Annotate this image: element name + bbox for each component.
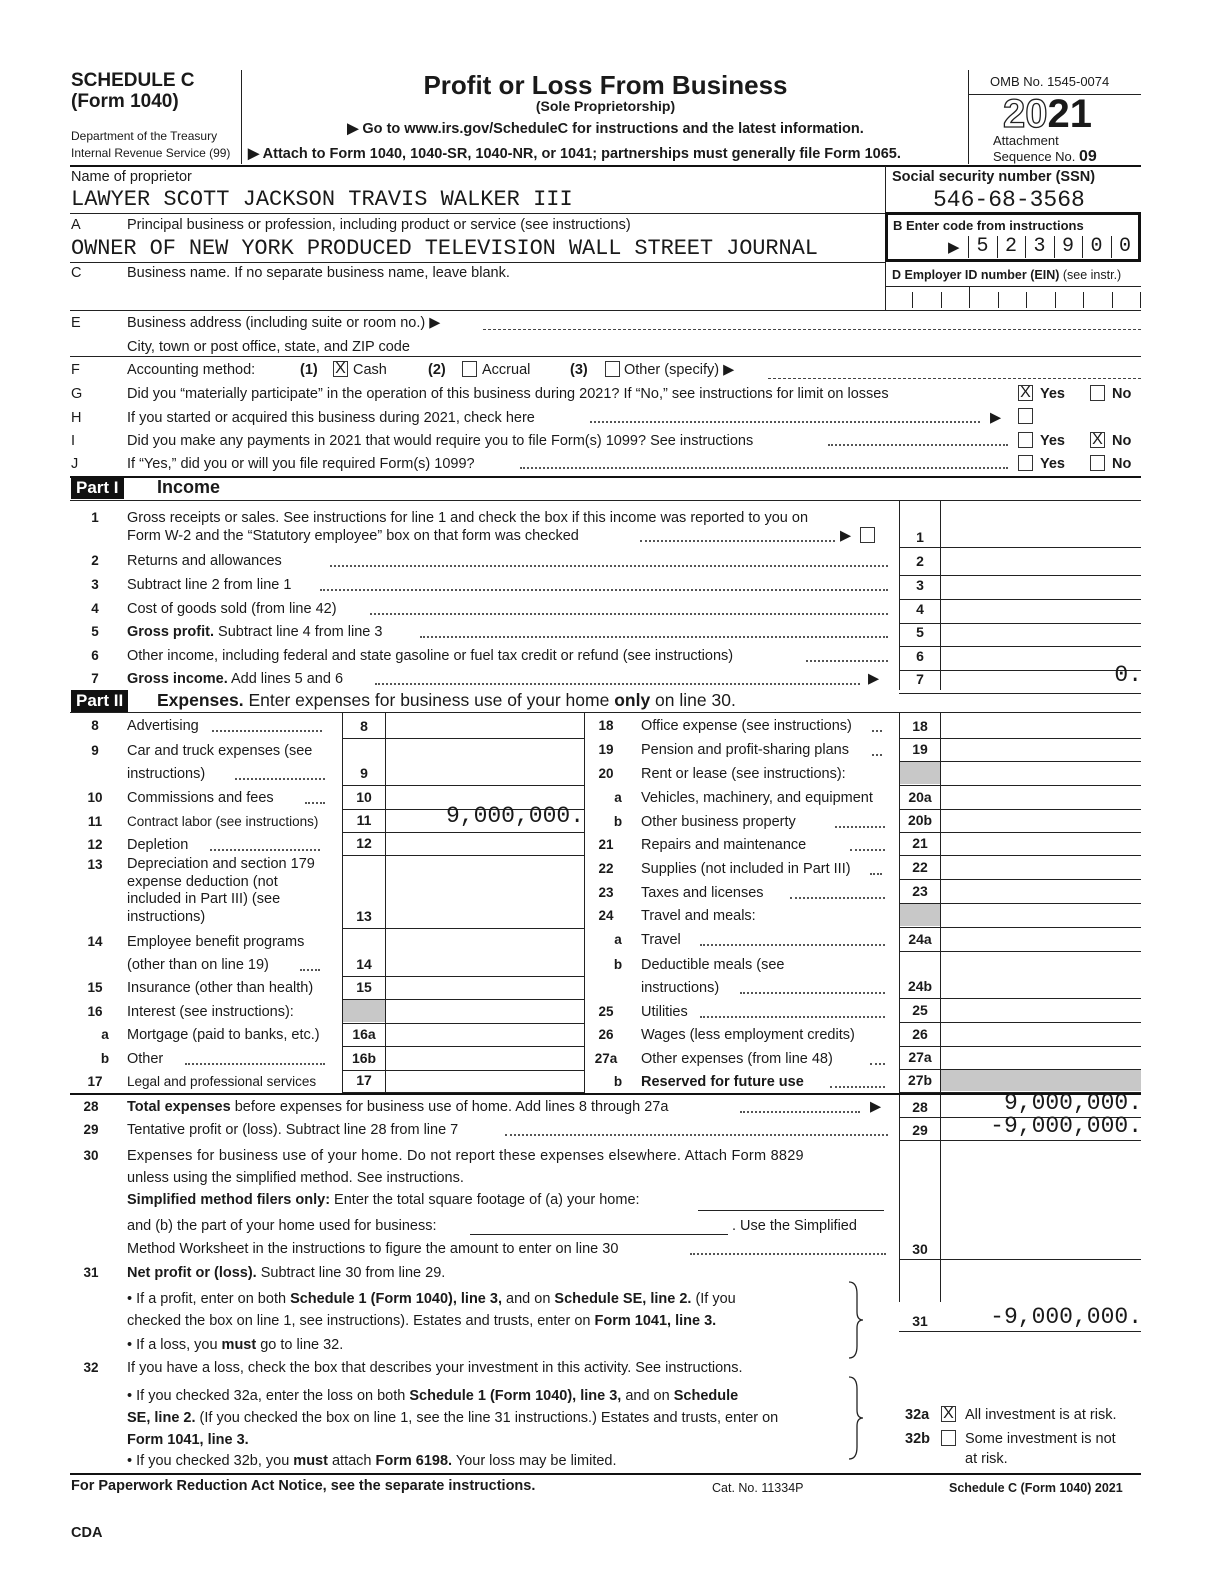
expense-line-text: Office expense (see instructions) (641, 718, 852, 734)
line31-box-label: 31 (912, 1313, 928, 1329)
expense-line-text: Other (127, 1051, 164, 1067)
participate-yes-checkbox[interactable]: X (1018, 385, 1033, 401)
part2-label: Part II (71, 690, 128, 712)
line1-text-cont: Form W-2 and the “Statutory employee” box on that form was checked (127, 528, 579, 544)
expense-box-label: 10 (356, 789, 372, 805)
line-g-letter: G (71, 386, 83, 402)
filed-1099-no-checkbox[interactable] (1090, 455, 1105, 471)
expense-box-label: 18 (912, 718, 928, 734)
expense-box-label: 23 (912, 883, 928, 899)
expense-line-value[interactable]: 9,000,000. (445, 803, 584, 829)
other-method-checkbox[interactable] (605, 361, 620, 377)
business-code-digit: 9 (1054, 236, 1082, 258)
line-g-label: Did you “materially participate” in the operation of this business during 2021? If “No,” see instructions for limit on losses (127, 386, 889, 402)
expense-line-number: b (100, 1051, 110, 1066)
expense-line-number: 8 (91, 718, 99, 733)
catalog-number: Cat. No. 11334P (712, 1481, 804, 1495)
line28-text: Total expenses before expenses for business use of home. Add lines 8 through 27a (127, 1099, 669, 1115)
expense-line-text: Insurance (other than health) (127, 980, 314, 996)
expense-line-text: Contract labor (see instructions) (127, 814, 319, 829)
line32-bullet1-cont: SE, line 2. (If you checked the box on line 1, see the line 31 instructions.) Estates and trusts, enter on (127, 1410, 779, 1426)
line-b-arrow: ▶ (948, 239, 960, 256)
expense-line-text: expense deduction (not (127, 874, 278, 890)
line32b-label: 32b (905, 1431, 930, 1447)
omb-number: OMB No. 1545-0074 (990, 74, 1110, 89)
expense-line-text: Travel (641, 932, 681, 948)
expense-line-number: b (613, 814, 623, 829)
expense-line-text: Interest (see instructions): (127, 1004, 294, 1020)
expense-line-number: 9 (91, 743, 99, 758)
expense-line-number: 24 (598, 908, 614, 923)
paperwork-notice: For Paperwork Reduction Act Notice, see the separate instructions. (71, 1478, 536, 1494)
expense-line-text: Wages (less employment credits) (641, 1027, 855, 1043)
line7-text: Gross income. Add lines 5 and 6 (127, 671, 344, 687)
expense-line-text: Taxes and licenses (641, 885, 764, 901)
line6-box-label: 6 (916, 648, 924, 664)
expense-line-text: Depreciation and section 179 (127, 856, 315, 872)
line-c-label: Business name. If no separate business name, leave blank. (127, 265, 510, 281)
line4-box-label: 4 (916, 601, 924, 617)
line-a-value[interactable]: OWNER OF NEW YORK PRODUCED TELEVISION WALL STREET JOURNAL (71, 236, 818, 261)
expense-line-number: a (614, 932, 622, 947)
other-method-label: Other (specify) ▶ (624, 362, 735, 378)
expense-line-text: Supplies (not included in Part III) (641, 861, 851, 877)
line31-bullet1-cont: checked the box on line 1, see instructions). Estates and trusts, enter on Form 1041, line 3. (127, 1313, 717, 1329)
line4-number: 4 (91, 601, 99, 616)
started-business-checkbox[interactable] (1018, 408, 1033, 424)
line32-brace (845, 1375, 865, 1461)
line2-text: Returns and allowances (127, 553, 282, 569)
line7-value[interactable]: 0. (1114, 662, 1142, 688)
form-reference: Schedule C (Form 1040) 2021 (949, 1481, 1123, 1495)
line5-number: 5 (91, 624, 99, 639)
line-a-letter: A (71, 217, 81, 233)
filed-1099-no-label: No (1112, 456, 1132, 472)
irs-label: Internal Revenue Service (99) (71, 146, 231, 160)
line31-title: Net profit or (loss). Subtract line 30 from line 29. (127, 1265, 446, 1281)
line30-worksheet: Method Worksheet in the instructions to figure the amount to enter on line 30 (127, 1241, 619, 1257)
expense-line-number: 27a (594, 1051, 618, 1066)
expense-box-label: 20b (907, 812, 933, 828)
expense-line-number: 23 (598, 885, 614, 900)
sequence-label: Sequence No. 09 (993, 148, 1097, 165)
expense-box-label: 19 (912, 741, 928, 757)
line2-number: 2 (91, 553, 99, 568)
line-c-letter: C (71, 265, 82, 281)
line-j-label: If “Yes,” did you or will you file required Form(s) 1099? (127, 456, 475, 472)
line-f-label: Accounting method: (127, 362, 256, 378)
business-code-digit: 0 (1082, 236, 1110, 258)
line30-text1: Expenses for business use of your home. Do not report these expenses elsewhere. Attach Form 8829 (127, 1148, 804, 1164)
expense-line-number: 18 (598, 718, 614, 733)
line3-box-label: 3 (916, 577, 924, 593)
expense-line-number: a (614, 790, 622, 805)
line2-box-label: 2 (916, 553, 924, 569)
expense-box-label: 17 (356, 1072, 372, 1088)
line30-simplified: Simplified method filers only: Enter the total square footage of (a) your home: (127, 1192, 640, 1208)
line6-text: Other income, including federal and state gasoline or fuel tax credit or refund (see instructions) (127, 648, 734, 664)
business-code-digit: 0 (1111, 236, 1139, 258)
form1099-no-label: No (1112, 433, 1132, 449)
expense-line-number: 19 (598, 742, 614, 757)
line-j-letter: J (71, 456, 79, 472)
accrual-checkbox[interactable] (462, 361, 477, 377)
expense-box-label: 8 (360, 718, 368, 734)
line29-box-label: 29 (912, 1122, 928, 1138)
expense-line-text: Travel and meals: (641, 908, 756, 924)
line1-text: Gross receipts or sales. See instructions for line 1 and check the box if this income was reported to you on (127, 510, 809, 526)
expense-line-number: a (101, 1027, 109, 1042)
line28-arrow: ▶ (870, 1099, 882, 1115)
line28-box-label: 28 (912, 1099, 928, 1115)
expense-line-text: Employee benefit programs (127, 934, 305, 950)
line7-number: 7 (91, 671, 99, 686)
line5-box-label: 5 (916, 624, 924, 640)
line32a-label: 32a (905, 1407, 930, 1423)
expense-line-text: Car and truck expenses (see (127, 743, 313, 759)
expense-line-number: 26 (598, 1027, 614, 1042)
line-e-label: Business address (including suite or room no.) ▶ (127, 315, 441, 331)
expense-line-number: 12 (87, 837, 103, 852)
treasury-dept: Department of the Treasury (71, 129, 218, 143)
proprietor-name-value[interactable]: LAWYER SCOTT JACKSON TRAVIS WALKER III (71, 187, 573, 212)
expense-box-label: 15 (356, 979, 372, 995)
other-method-field[interactable] (768, 378, 1141, 379)
expense-line-number: 21 (598, 837, 614, 852)
line-a-label: Principal business or profession, including product or service (see instructions) (127, 217, 631, 233)
expense-line-text: Vehicles, machinery, and equipment (641, 790, 873, 806)
participate-no-checkbox[interactable] (1090, 385, 1105, 401)
expense-line-number: b (613, 957, 623, 972)
form1099-yes-label: Yes (1040, 433, 1065, 449)
line30-box-label: 30 (912, 1241, 928, 1257)
expense-box-label: 25 (912, 1002, 928, 1018)
line7-box-label: 7 (916, 671, 924, 687)
expense-line-text: Legal and professional services (127, 1074, 317, 1089)
line32a-text: All investment is at risk. (965, 1407, 1117, 1423)
line30-number: 30 (83, 1148, 99, 1163)
line-h-arrow: ▶ (990, 410, 1002, 426)
line1-box-label: 1 (916, 529, 924, 545)
line29-text: Tentative profit or (loss). Subtract line 28 from line 7 (127, 1122, 459, 1138)
expense-line-text: (other than on line 19) (127, 957, 269, 973)
line28-value[interactable]: 9,000,000. (1003, 1090, 1142, 1116)
line-i-letter: I (71, 433, 76, 449)
ssn-label: Social security number (SSN) (892, 169, 1096, 185)
home-sqft-field[interactable] (698, 1210, 884, 1211)
expense-box-label: 21 (912, 835, 928, 851)
filed-1099-yes-label: Yes (1040, 456, 1065, 472)
business-sqft-field[interactable] (470, 1234, 728, 1235)
line-i-label: Did you make any payments in 2021 that would require you to file Form(s) 1099? See instructions (127, 433, 754, 449)
tax-year: 2021 (1003, 92, 1092, 136)
cash-checkbox[interactable]: X (333, 361, 348, 377)
other-method-number: (3) (570, 362, 588, 378)
attach-instructions: ▶ Attach to Form 1040, 1040-SR, 1040-NR, or 1041; partnerships must generally file Form 1065. (248, 146, 901, 162)
line-h-letter: H (71, 410, 82, 426)
line31-bullet1: • If a profit, enter on both Schedule 1 (Form 1040), line 3, and on Schedule SE, line 2. (If you (127, 1291, 736, 1307)
expense-line-text: Utilities (641, 1004, 688, 1020)
line1-number: 1 (91, 510, 99, 525)
line30-text2: unless using the simplified method. See instructions. (127, 1170, 464, 1186)
ssn-value[interactable]: 546-68-3568 (933, 187, 1085, 213)
form-subtitle: (Form 1040) (71, 91, 179, 112)
statutory-employee-checkbox[interactable] (860, 527, 875, 543)
accrual-option-number: (2) (428, 362, 446, 378)
line30-use-simplified: . Use the Simplified (732, 1218, 857, 1234)
expense-line-number: 22 (598, 861, 614, 876)
sub-title: (Sole Proprietorship) (535, 98, 676, 114)
expense-line-number: 20 (598, 766, 614, 781)
expense-line-text: Other business property (641, 814, 796, 830)
some-not-at-risk-checkbox[interactable] (941, 1430, 956, 1446)
expense-box-label: 22 (912, 859, 928, 875)
line28-number: 28 (83, 1099, 99, 1114)
expense-box-label: 16b (351, 1050, 377, 1066)
line31-value[interactable]: -9,000,000. (990, 1304, 1142, 1330)
line3-number: 3 (91, 577, 99, 592)
expense-line-text: Repairs and maintenance (641, 837, 807, 853)
expense-box-label: 13 (356, 908, 372, 924)
expense-box-label: 11 (356, 812, 372, 828)
filed-1099-yes-checkbox[interactable] (1018, 455, 1033, 471)
accrual-label: Accrual (482, 362, 531, 378)
line30-part-b: and (b) the part of your home used for business: (127, 1218, 437, 1234)
expense-line-number: 15 (87, 980, 103, 995)
expense-line-text: Advertising (127, 718, 199, 734)
cash-label: Cash (353, 362, 387, 378)
expense-box-label: 27b (907, 1072, 933, 1088)
line-b-label: B Enter code from instructions (893, 218, 1084, 233)
participate-no-label: No (1112, 386, 1132, 402)
expense-line-text: Depletion (127, 837, 189, 853)
expense-box-label: 14 (356, 956, 372, 972)
line-f-letter: F (71, 362, 80, 378)
line29-value[interactable]: -9,000,000. (990, 1113, 1142, 1139)
line-h-label: If you started or acquired this business during 2021, check here (127, 410, 535, 426)
proprietor-name-label: Name of proprietor (71, 169, 192, 185)
expense-line-text: instructions) (641, 980, 720, 996)
expense-line-text: Mortgage (paid to banks, etc.) (127, 1027, 320, 1043)
line31-number: 31 (83, 1265, 99, 1280)
business-code-digit: 5 (968, 236, 996, 258)
expense-line-number: 11 (87, 814, 103, 829)
expense-box-label: 16a (352, 1026, 376, 1042)
expense-line-text: Rent or lease (see instructions): (641, 766, 846, 782)
cda-mark: CDA (71, 1525, 103, 1541)
expense-line-text: Deductible meals (see (641, 957, 785, 973)
expense-box-label: 12 (356, 835, 372, 851)
expense-line-text: instructions) (127, 766, 206, 782)
line-e-city-label: City, town or post office, state, and ZIP code (127, 339, 410, 355)
line5-text: Gross profit. Subtract line 4 from line 3 (127, 624, 383, 640)
line6-number: 6 (91, 648, 99, 663)
expense-line-text: instructions) (127, 909, 206, 925)
expense-line-number: 13 (87, 857, 103, 872)
expense-box-label: 20a (908, 789, 932, 805)
business-code-digit: 3 (1025, 236, 1053, 258)
expense-line-number: 14 (87, 934, 103, 949)
line32-text: If you have a loss, check the box that describes your investment in this activity. See instructions. (127, 1360, 743, 1376)
line31-bullet2: • If a loss, you must go to line 32. (127, 1337, 344, 1353)
line32-bullet1: • If you checked 32a, enter the loss on both Schedule 1 (Form 1040), line 3, and on Schedule (127, 1388, 739, 1404)
goto-instructions: ▶ Go to www.irs.gov/ScheduleC for instructions and the latest information. (347, 121, 864, 137)
expense-line-number: 10 (87, 790, 103, 805)
line32-number: 32 (83, 1360, 99, 1375)
line-e-letter: E (71, 315, 81, 331)
expense-line-text: Commissions and fees (127, 790, 274, 806)
form1099-no-checkbox[interactable]: X (1090, 432, 1105, 448)
expense-box-label: 24a (908, 931, 932, 947)
expense-box-label: 27a (908, 1049, 932, 1065)
expense-line-text: Other expenses (from line 48) (641, 1051, 833, 1067)
attachment-label: Attachment (993, 133, 1059, 148)
line32-bullet2: • If you checked 32b, you must attach Form 6198. Your loss may be limited. (127, 1453, 617, 1469)
part2-title: Expenses. Enter expenses for business use of your home only on line 30. (157, 690, 736, 710)
expense-box-label: 26 (912, 1026, 928, 1042)
line32-bullet1-form: Form 1041, line 3. (127, 1432, 249, 1448)
line4-text: Cost of goods sold (from line 42) (127, 601, 337, 617)
all-at-risk-checkbox[interactable]: X (941, 1406, 956, 1422)
expense-line-number: 25 (598, 1004, 614, 1019)
line1-arrow: ▶ (840, 528, 852, 544)
expense-line-text: Reserved for future use (641, 1074, 804, 1090)
line7-arrow: ▶ (868, 671, 880, 687)
expense-line-text: included in Part III) (see (127, 891, 281, 907)
expense-box-label: 24b (907, 978, 933, 994)
expense-line-text: Pension and profit-sharing plans (641, 742, 849, 758)
part1-title: Income (157, 477, 221, 497)
part1-label: Part I (71, 477, 124, 499)
form1099-yes-checkbox[interactable] (1018, 432, 1033, 448)
main-title: Profit or Loss From Business (423, 70, 788, 100)
business-address-field[interactable] (483, 329, 1141, 330)
line32b-text1: Some investment is not (965, 1431, 1116, 1447)
business-code-digit: 2 (997, 236, 1025, 258)
expense-line-number: 16 (87, 1004, 103, 1019)
form-title: SCHEDULE C (71, 70, 195, 91)
participate-yes-label: Yes (1040, 386, 1065, 402)
cash-option-number: (1) (300, 362, 318, 378)
line3-text: Subtract line 2 from line 1 (127, 577, 292, 593)
expense-line-number: b (613, 1074, 623, 1089)
line29-number: 29 (83, 1122, 99, 1137)
line31-brace (845, 1280, 865, 1360)
expense-line-number: 17 (87, 1074, 103, 1089)
expense-box-label: 9 (360, 765, 368, 781)
line-d-label: D Employer ID number (EIN) (see instr.) (892, 268, 1122, 282)
line32b-text2: at risk. (965, 1451, 1008, 1467)
